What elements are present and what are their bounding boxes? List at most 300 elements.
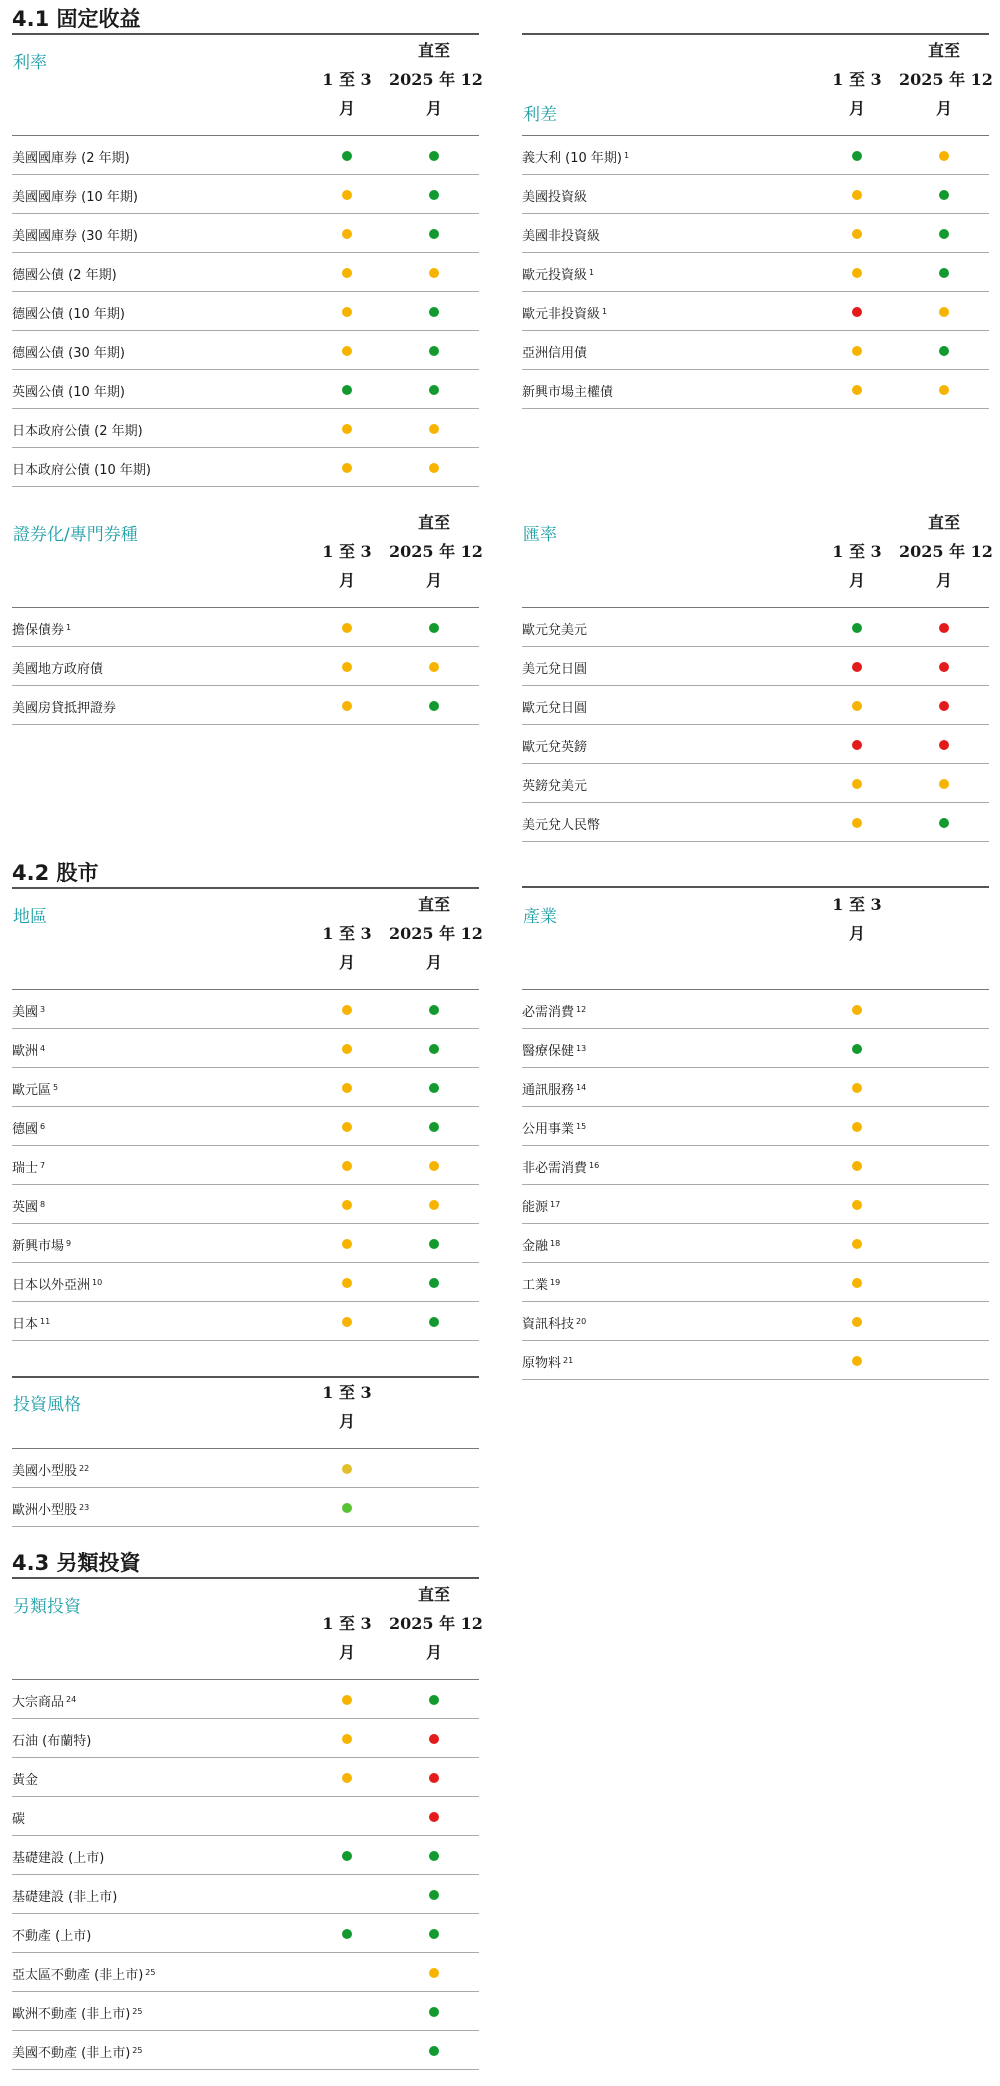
- footnote-ref: 19: [550, 1278, 561, 1287]
- row-label: [12, 1769, 38, 1788]
- row-label: [522, 342, 587, 361]
- status-dot-amber-icon: [429, 268, 439, 278]
- status-dot-amber-icon: [342, 1083, 352, 1093]
- status-dot-green-icon: [342, 385, 352, 395]
- row-label-text: 歐洲小型股: [12, 1503, 78, 1518]
- status-dot-amber-icon: [852, 346, 862, 356]
- row-label-text: 美國國庫券 (10 年期): [12, 190, 138, 205]
- status-dot-green-icon: [429, 229, 439, 239]
- row-label-text: 德國: [12, 1122, 39, 1137]
- table-row: [12, 175, 479, 214]
- table-row: [522, 136, 989, 175]
- row-label: [12, 459, 151, 478]
- table-row: [12, 1302, 479, 1341]
- row-label: [12, 1040, 45, 1059]
- footnote-ref: 7: [40, 1161, 46, 1170]
- status-dot-green-icon: [429, 307, 439, 317]
- status-dot-amber-icon: [342, 190, 352, 200]
- row-label-text: 亞洲信用債: [522, 346, 588, 361]
- table-row: [12, 2031, 479, 2070]
- column-header-line: 1 至 3: [322, 1383, 372, 1402]
- column-header-line: 月: [848, 99, 865, 118]
- status-dot-green-icon: [429, 1239, 439, 1249]
- table-row: [522, 1107, 989, 1146]
- status-dot-amber-icon: [852, 1317, 862, 1327]
- row-label-text: 歐元兌英鎊: [522, 740, 588, 755]
- status-dot-green-icon: [852, 151, 862, 161]
- row-label: [12, 1079, 58, 1098]
- footnote-ref: 13: [576, 1044, 587, 1053]
- row-label-text: 美國非投資級: [522, 229, 601, 244]
- row-label-text: 亞太區不動產 (非上市): [12, 1968, 144, 1983]
- table-row: [12, 331, 479, 370]
- table-row: [12, 686, 479, 725]
- row-label-text: 義大利 (10 年期): [522, 151, 622, 166]
- row-label: [522, 1196, 560, 1215]
- status-dot-green-icon: [342, 151, 352, 161]
- section-title-alternatives: 4.3 另類投資: [12, 1550, 479, 1579]
- status-dot-green-icon: [429, 151, 439, 161]
- row-label: [12, 1460, 89, 1479]
- row-label-text: 歐元兌美元: [522, 623, 588, 638]
- table-row: [522, 686, 989, 725]
- status-dot-green-icon: [429, 623, 439, 633]
- section-rule-right: [522, 886, 989, 888]
- row-label-text: 能源: [522, 1200, 549, 1215]
- table-row: [12, 292, 479, 331]
- row-label-text: 公用事業: [522, 1122, 575, 1137]
- row-label-text: 美國國庫券 (30 年期): [12, 229, 138, 244]
- table-row: [12, 253, 479, 292]
- status-dot-amber-icon: [342, 307, 352, 317]
- status-dot-red-icon: [429, 1734, 439, 1744]
- footnote-ref: 4: [40, 1044, 46, 1053]
- status-dot-green-icon: [429, 1122, 439, 1132]
- row-label: [522, 1001, 586, 1020]
- row-label-text: 歐洲不動產 (非上市): [12, 2007, 131, 2022]
- column-header-line: 1 至 3: [322, 924, 372, 943]
- status-dot-amber-icon: [342, 268, 352, 278]
- table-row: [12, 1992, 479, 2031]
- row-label-text: 美元兌人民幣: [522, 818, 601, 833]
- row-label-text: 歐元兌日圓: [522, 701, 588, 716]
- footnote-ref: 9: [66, 1239, 72, 1248]
- column-header-line: 月: [425, 1643, 442, 1662]
- row-label-text: 日本以外亞洲: [12, 1278, 91, 1293]
- row-label: [522, 147, 629, 166]
- row-label-text: 歐元區: [12, 1083, 52, 1098]
- table-row: [12, 1680, 479, 1719]
- status-dot-amber-icon: [939, 307, 949, 317]
- column-header-until-dec-2025: [389, 36, 483, 123]
- row-label: [522, 619, 587, 638]
- row-label-text: 非必需消費: [522, 1161, 588, 1176]
- status-dot-amber-icon: [342, 1005, 352, 1015]
- footnote-ref: 23: [79, 1503, 90, 1512]
- row-label-text: 碳: [12, 1812, 26, 1827]
- row-label: [12, 1691, 76, 1710]
- row-label-text: 瑞士: [12, 1161, 39, 1176]
- status-dot-green-icon: [429, 2046, 439, 2056]
- row-label: [12, 2042, 142, 2061]
- row-label-text: 美國國庫券 (2 年期): [12, 151, 130, 166]
- status-dot-amber-icon: [852, 1122, 862, 1132]
- row-label-text: 歐元非投資級: [522, 307, 601, 322]
- status-dot-amber-icon: [852, 1161, 862, 1171]
- column-header-line: 月: [338, 1412, 355, 1431]
- table-row: [522, 1146, 989, 1185]
- status-dot-green-icon: [429, 1005, 439, 1015]
- table-row: [12, 1224, 479, 1263]
- row-label: [12, 1886, 117, 1905]
- status-dot-amber-icon: [852, 1278, 862, 1288]
- column-header-line: 1 至 3: [832, 542, 882, 561]
- footnote-ref: 1: [602, 307, 608, 316]
- footnote-ref: 5: [53, 1083, 59, 1092]
- status-dot-red-icon: [939, 740, 949, 750]
- row-label: [522, 381, 613, 400]
- status-dot-amber-icon: [852, 190, 862, 200]
- table-row: [12, 1263, 479, 1302]
- panel-header: [522, 36, 993, 136]
- table-row: [522, 1029, 989, 1068]
- status-dot-amber-icon: [342, 701, 352, 711]
- section-title-fixed-income: 4.1 固定收益: [12, 6, 479, 35]
- row-label: [522, 1079, 586, 1098]
- footnote-ref: 22: [79, 1464, 90, 1473]
- row-label: [12, 1925, 91, 1944]
- column-header-line: 直至: [927, 41, 960, 60]
- table-row: [522, 1263, 989, 1302]
- column-header-line: 1 至 3: [322, 70, 372, 89]
- status-dot-amber-icon: [342, 1317, 352, 1327]
- row-label-text: 日本政府公債 (2 年期): [12, 424, 143, 439]
- row-label-text: 新興市場主權債: [522, 385, 614, 400]
- row-label-text: 石油 (布蘭特): [12, 1734, 92, 1749]
- column-header-line: 月: [425, 99, 442, 118]
- row-label: [12, 1001, 45, 1020]
- table-row: [522, 175, 989, 214]
- status-dot-green-icon: [342, 1929, 352, 1939]
- footnote-ref: 3: [40, 1005, 46, 1014]
- table-row: [522, 764, 989, 803]
- panel-title: 產業: [523, 907, 557, 927]
- row-label-text: 美國不動產 (非上市): [12, 2046, 131, 2061]
- footnote-ref: 25: [132, 2046, 143, 2055]
- table-row: [12, 1953, 479, 1992]
- column-header-line: 月: [338, 571, 355, 590]
- footnote-ref: 8: [40, 1200, 46, 1209]
- status-dot-green-icon: [342, 1851, 352, 1861]
- table-row: [522, 608, 989, 647]
- column-header-line: 1 至 3: [832, 70, 882, 89]
- row-label-text: 美國地方政府債: [12, 662, 104, 677]
- column-header-1-3-months: [812, 65, 902, 123]
- panel-style: [12, 1376, 479, 1527]
- status-dot-red-icon: [429, 1812, 439, 1822]
- status-dot-amber-icon: [852, 385, 862, 395]
- column-header-until-dec-2025: [899, 36, 993, 123]
- status-dot-amber-icon: [852, 1083, 862, 1093]
- table-row: [12, 448, 479, 487]
- status-dot-green-icon: [429, 1695, 439, 1705]
- row-label: [12, 342, 125, 361]
- status-dot-amber-icon: [342, 1239, 352, 1249]
- footnote-ref: 15: [576, 1122, 587, 1131]
- row-label: [522, 264, 594, 283]
- status-dot-amber-icon: [342, 623, 352, 633]
- status-dot-amber-icon: [429, 463, 439, 473]
- column-header-line: 月: [848, 924, 865, 943]
- panel-title: 地區: [13, 907, 47, 927]
- footnote-ref: 25: [132, 2007, 143, 2016]
- column-header-1-3-months: [812, 537, 902, 595]
- status-dot-green-icon: [852, 1044, 862, 1054]
- status-dot-green-icon: [939, 229, 949, 239]
- panel-sectors: [522, 890, 989, 1380]
- row-label-text: 金融: [522, 1239, 549, 1254]
- status-dot-amber-icon: [342, 1734, 352, 1744]
- status-dot-amber-icon: [342, 1122, 352, 1132]
- footnote-ref: 1: [623, 151, 630, 160]
- row-label: [522, 1235, 560, 1254]
- row-label-text: 日本: [12, 1317, 39, 1332]
- table-row: [12, 1107, 479, 1146]
- row-label: [522, 225, 600, 244]
- status-dot-red-icon: [939, 662, 949, 672]
- table-row: [12, 1836, 479, 1875]
- row-label-text: 基礎建設 (非上市): [12, 1890, 118, 1905]
- panel-title: 投資風格: [13, 1395, 81, 1415]
- status-dot-amber-icon: [342, 346, 352, 356]
- status-dot-green-icon: [429, 701, 439, 711]
- row-label-text: 德國公債 (10 年期): [12, 307, 125, 322]
- row-label-text: 醫療保健: [522, 1044, 575, 1059]
- row-label: [12, 1313, 50, 1332]
- table-row: [12, 1449, 479, 1488]
- status-dot-ochre-icon: [342, 1464, 352, 1474]
- row-label: [522, 1118, 586, 1137]
- status-dot-amber-icon: [429, 1200, 439, 1210]
- table-row: [12, 136, 479, 175]
- column-header-line: 直至: [417, 895, 450, 914]
- row-label-text: 日本政府公債 (10 年期): [12, 463, 151, 478]
- status-dot-green-icon: [429, 1278, 439, 1288]
- status-dot-amber-icon: [852, 268, 862, 278]
- column-header-1-3-months: [302, 1609, 392, 1667]
- row-label: [522, 814, 600, 833]
- status-dot-green-icon: [429, 1929, 439, 1939]
- panel-header: [12, 508, 483, 608]
- status-dot-green-icon: [429, 385, 439, 395]
- row-label-text: 英國公債 (10 年期): [12, 385, 125, 400]
- row-label-text: 德國公債 (30 年期): [12, 346, 125, 361]
- table-row: [12, 370, 479, 409]
- status-dot-red-icon: [939, 623, 949, 633]
- status-dot-green-icon: [429, 1890, 439, 1900]
- table-row: [522, 1341, 989, 1380]
- footnote-ref: 20: [576, 1317, 587, 1326]
- column-header-line: 月: [338, 1643, 355, 1662]
- column-header-line: 直至: [417, 1585, 450, 1604]
- table-row: [522, 1068, 989, 1107]
- panel-header: [522, 508, 993, 608]
- status-dot-amber-icon: [939, 779, 949, 789]
- row-label: [12, 658, 103, 677]
- status-dot-amber-icon: [342, 1161, 352, 1171]
- row-label: [12, 1274, 102, 1293]
- row-label-text: 新興市場: [12, 1239, 65, 1254]
- panel-header: [12, 890, 483, 990]
- row-label: [12, 1235, 71, 1254]
- row-label-text: 歐洲: [12, 1044, 39, 1059]
- row-label: [12, 303, 125, 322]
- row-label: [12, 1118, 45, 1137]
- footnote-ref: 6: [40, 1122, 46, 1131]
- table-row: [12, 990, 479, 1029]
- row-label-text: 美元兌日圓: [522, 662, 588, 677]
- column-header-line: 月: [425, 953, 442, 972]
- panel-alternatives: [12, 1580, 483, 2070]
- row-label: [522, 658, 587, 677]
- row-label-text: 原物料: [522, 1356, 562, 1371]
- column-header-line: 月: [338, 99, 355, 118]
- row-label-text: 通訊服務: [522, 1083, 575, 1098]
- status-dot-amber-icon: [342, 1200, 352, 1210]
- status-dot-amber-icon: [852, 1005, 862, 1015]
- footnote-ref: 25: [145, 1968, 156, 1977]
- column-header-line: 1 至 3: [322, 1614, 372, 1633]
- column-header-until-dec-2025: [899, 508, 993, 595]
- column-header-line: 月: [935, 99, 952, 118]
- status-dot-amber-icon: [852, 701, 862, 711]
- row-label-text: 美國: [12, 1005, 39, 1020]
- panel-header: [12, 1378, 479, 1449]
- row-label: [12, 1196, 45, 1215]
- panel-securitized: [12, 508, 483, 725]
- row-label: [12, 147, 130, 166]
- table-row: [522, 370, 989, 409]
- table-row: [12, 1029, 479, 1068]
- row-label: [522, 1313, 586, 1332]
- column-header-1-3-months: [302, 919, 392, 977]
- panel-rates: [12, 36, 483, 487]
- row-label: [522, 1040, 586, 1059]
- status-dot-amber-icon: [939, 151, 949, 161]
- status-dot-green-icon: [939, 190, 949, 200]
- status-dot-red-icon: [852, 740, 862, 750]
- table-row: [12, 1719, 479, 1758]
- row-label-text: 工業: [522, 1278, 549, 1293]
- table-row: [522, 1185, 989, 1224]
- table-row: [12, 1146, 479, 1185]
- row-label: [522, 775, 587, 794]
- column-header-until-dec-2025: [389, 1580, 483, 1667]
- column-header-until-dec-2025: [389, 508, 483, 595]
- footnote-ref: 24: [66, 1695, 77, 1704]
- status-dot-amber-icon: [342, 1278, 352, 1288]
- row-label: [522, 303, 607, 322]
- panel-header: [522, 890, 989, 990]
- row-label: [12, 186, 138, 205]
- row-label-text: 基礎建設 (上市): [12, 1851, 105, 1866]
- row-label: [522, 186, 587, 205]
- status-dot-green-icon: [429, 2007, 439, 2017]
- status-dot-amber-icon: [429, 424, 439, 434]
- footnote-ref: 14: [576, 1083, 587, 1092]
- row-label: [12, 381, 125, 400]
- footnote-ref: 18: [550, 1239, 561, 1248]
- row-label-text: 美國小型股: [12, 1464, 78, 1479]
- footnote-ref: 10: [92, 1278, 103, 1287]
- column-header-line: 2025 年 12: [389, 70, 483, 89]
- status-dot-amber-icon: [342, 662, 352, 672]
- row-label: [12, 1730, 91, 1749]
- column-header-line: 直至: [417, 41, 450, 60]
- table-row: [12, 647, 479, 686]
- row-label: [12, 1847, 104, 1866]
- section-rule-right: [522, 33, 989, 35]
- column-header-line: 月: [338, 953, 355, 972]
- footnote-ref: 21: [563, 1356, 574, 1365]
- status-dot-red-icon: [429, 1773, 439, 1783]
- row-label: [12, 697, 116, 716]
- panel-regions: [12, 890, 483, 1341]
- column-header-1-3-months: [302, 1378, 392, 1436]
- table-row: [522, 725, 989, 764]
- row-label: [12, 1499, 89, 1518]
- row-label: [522, 1352, 573, 1371]
- status-dot-amber-icon: [342, 463, 352, 473]
- table-row: [522, 803, 989, 842]
- row-label-text: 大宗商品: [12, 1695, 65, 1710]
- table-row: [522, 1302, 989, 1341]
- column-header-1-3-months: [812, 890, 902, 948]
- column-header-line: 1 至 3: [322, 542, 372, 561]
- table-row: [12, 1068, 479, 1107]
- status-dot-amber-icon: [342, 229, 352, 239]
- column-header-line: 2025 年 12: [899, 542, 993, 561]
- row-label: [12, 264, 117, 283]
- status-dot-green-icon: [852, 623, 862, 633]
- table-row: [12, 1185, 479, 1224]
- row-label-text: 黃金: [12, 1773, 39, 1788]
- row-label: [12, 1964, 155, 1983]
- status-dot-green-icon: [939, 818, 949, 828]
- row-label: [522, 1274, 560, 1293]
- row-label: [12, 1157, 45, 1176]
- table-row: [522, 253, 989, 292]
- status-dot-green-icon: [429, 1851, 439, 1861]
- row-label-text: 資訊科技: [522, 1317, 575, 1332]
- section-title-equities: 4.2 股市: [12, 860, 479, 889]
- status-dot-green-icon: [429, 190, 439, 200]
- status-dot-green-icon: [429, 1317, 439, 1327]
- column-header-1-3-months: [302, 65, 392, 123]
- row-label: [12, 2003, 142, 2022]
- status-dot-amber-icon: [342, 1044, 352, 1054]
- table-row: [12, 409, 479, 448]
- table-row: [522, 990, 989, 1029]
- row-label-text: 擔保債券: [12, 623, 65, 638]
- row-label: [12, 225, 138, 244]
- row-label: [522, 697, 587, 716]
- status-dot-red-icon: [852, 307, 862, 317]
- panel-header: [12, 1580, 483, 1680]
- panel-fx: [522, 508, 993, 842]
- status-dot-amber-icon: [429, 662, 439, 672]
- status-dot-amber-icon: [939, 385, 949, 395]
